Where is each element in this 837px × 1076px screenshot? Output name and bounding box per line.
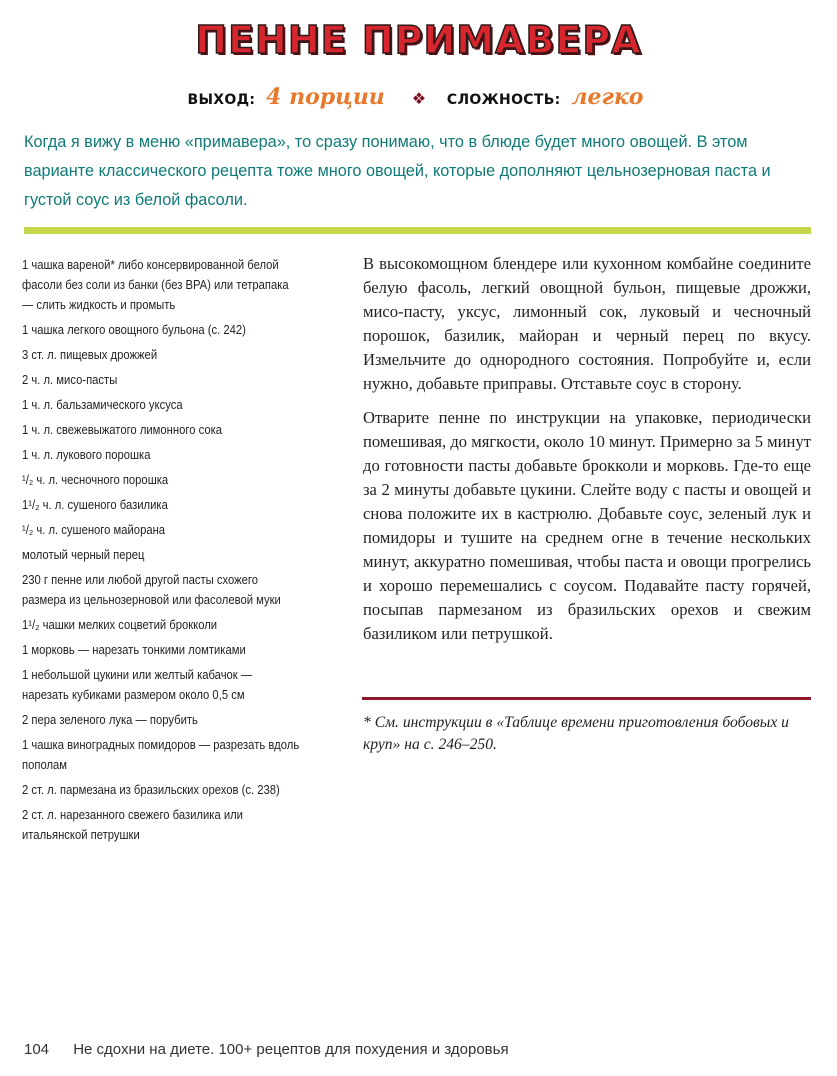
recipe-meta [0,84,837,110]
ingredient-item: 3 ст. л. пищевых дрожжей [22,348,158,362]
intro-text: Когда я вижу в меню «примавера», то сразу понимаю, что в блюде будет много овощей. В этом варианте классического рецепта тоже много овощей, которые дополняют цельнозерновая паста и густой соус из белой фасоли. [24,133,771,209]
recipe-title: ПЕННЕ ПРИМАВЕРА [195,18,642,62]
difficulty-label: СЛОЖНОСТЬ: [446,92,561,108]
ingredient-item: 1 морковь — нарезать тонкими ломтиками [22,643,246,657]
green-divider [24,227,811,234]
ingredient-item: 1 чашка легкого овощного бульона (с. 242) [22,323,246,337]
method-step-1: В высокомощном блендере или кухонном комбайне соедините белую фасоль, легкий овощной бульон, пищевые дрожжи, мисо-пасту, уксус, лимонный сок, луковый и чесночный порошок, базилик, майоран и черный перец по вкусу. Измельчите до однородного состояния. Попробуйте и, если нужно, добавьте приправы. Отставьте соус в сторону. [363,254,811,394]
difficulty-value: легко [571,84,644,110]
ingredient-item: 2 ст. л. пармезана из бразильских орехов (с. 238) [22,783,280,797]
ingredient-item: 1 ч. л. свежевыжатого лимонного сока [22,423,223,437]
red-divider [362,697,811,700]
book-title: Не сдохни на диете. 100+ рецептов для похудения и здоровья [73,1041,509,1058]
page-footer [24,1041,814,1058]
ingredient-item: 2 ч. л. мисо-пасты [22,373,118,387]
method-text [363,252,811,656]
separator-icon: ❖ [411,89,427,108]
ingredient-item: 2 пера зеленого лука — порубить [22,713,198,727]
ingredient-item: молотый черный перец [22,548,145,562]
ingredient-item: 1 чашка вареной* либо консервированной белой фасоли без соли из банки (без BPA) или тетрапака — слить жидкость и промыть [22,258,289,312]
ingredient-item: 2 ст. л. нарезанного свежего базилика или итальянской петрушки [22,808,243,842]
yield-value: 4 порции [266,84,385,110]
ingredient-item: ¹/₂ ч. л. чесночного порошка [22,473,169,487]
ingredients-list [22,255,301,850]
ingredient-item: ¹/₂ ч. л. сушеного майорана [22,523,166,537]
page-number: 104 [24,1041,50,1058]
yield-label: ВЫХОД: [187,92,256,108]
ingredient-item: 1 небольшой цукини или желтый кабачок — нарезать кубиками размером около 0,5 см [22,668,253,702]
ingredient-item: 1 ч. л. бальзамического уксуса [22,398,183,412]
method-step-2: Отварите пенне по инструкции на упаковке, периодически помешивая, до мягкости, около 10 минут. Примерно за 5 минут до готовности пасты добавьте брокколи и морковь. Где-то еще за 2 минуты добавьте цукини. Слейте воду с пасты и овощей и снова положите их в кастрюлю. Добавьте соус, зеленый лук и помидоры и тушите на среднем огне в течение нескольких минут, аккуратно помешивая, чтобы паста и овощи прогрелись и хорошо перемешались с соусом. Подавайте пасту горячей, посыпав пармезаном из бразильских орехов и свежим базиликом или петрушкой. [363,407,811,644]
ingredient-item: 1¹/₂ ч. л. сушеного базилика [22,498,168,512]
ingredient-item: 230 г пенне или любой другой пасты схожего размера из цельнозерновой или фасолевой муки [22,573,281,607]
ingredient-item: 1 чашка виноградных помидоров — разрезать вдоль пополам [22,738,300,772]
ingredient-item: 1¹/₂ чашки мелких соцветий брокколи [22,618,218,632]
footnote: * См. инструкции в «Таблице времени приготовления бобовых и круп» на с. 246–250. [363,714,789,753]
ingredient-item: 1 ч. л. лукового порошка [22,448,151,462]
